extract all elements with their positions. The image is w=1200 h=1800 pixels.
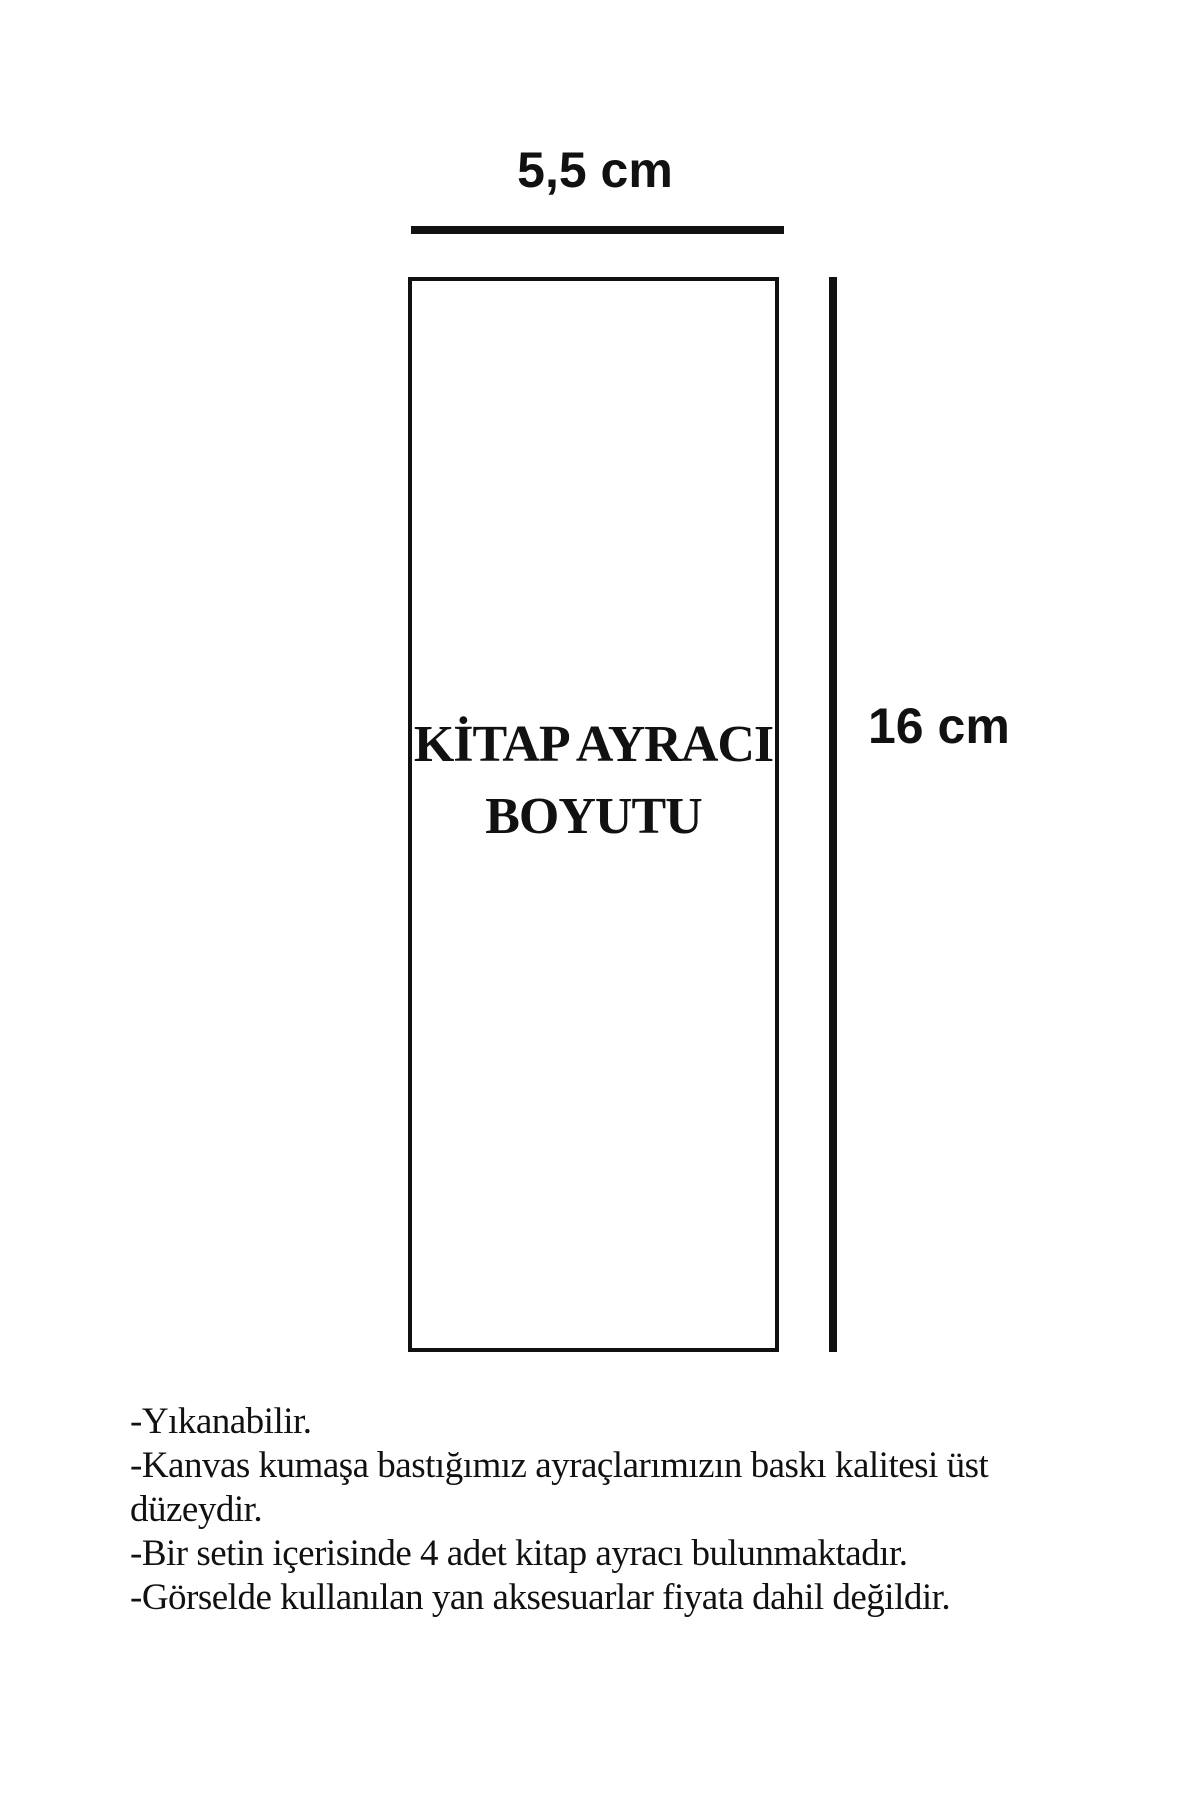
height-dimension-label: 16 cm <box>868 698 1010 754</box>
product-notes <box>130 1400 1070 1620</box>
height-dimension-line <box>829 277 837 1352</box>
note-item: -Yıkanabilir. <box>130 1401 312 1442</box>
bookmark-title-line-2: BOYUTU <box>485 788 702 845</box>
note-item: -Bir setin içerisinde 4 adet kitap ayracı bulunmaktadır. <box>130 1533 908 1574</box>
width-dimension-label: 5,5 cm <box>517 142 673 198</box>
note-item: -Görselde kullanılan yan aksesuarlar fiyata dahil değildir. <box>130 1577 951 1618</box>
width-dimension-line <box>411 226 784 234</box>
bookmark-outline <box>408 277 779 1352</box>
bookmark-title-line-1: KİTAP AYRACI <box>413 716 774 773</box>
note-item: -Kanvas kumaşa bastığımız ayraçlarımızın baskı kalitesi üst düzeydir. <box>130 1445 989 1530</box>
bookmark-title <box>412 709 775 853</box>
